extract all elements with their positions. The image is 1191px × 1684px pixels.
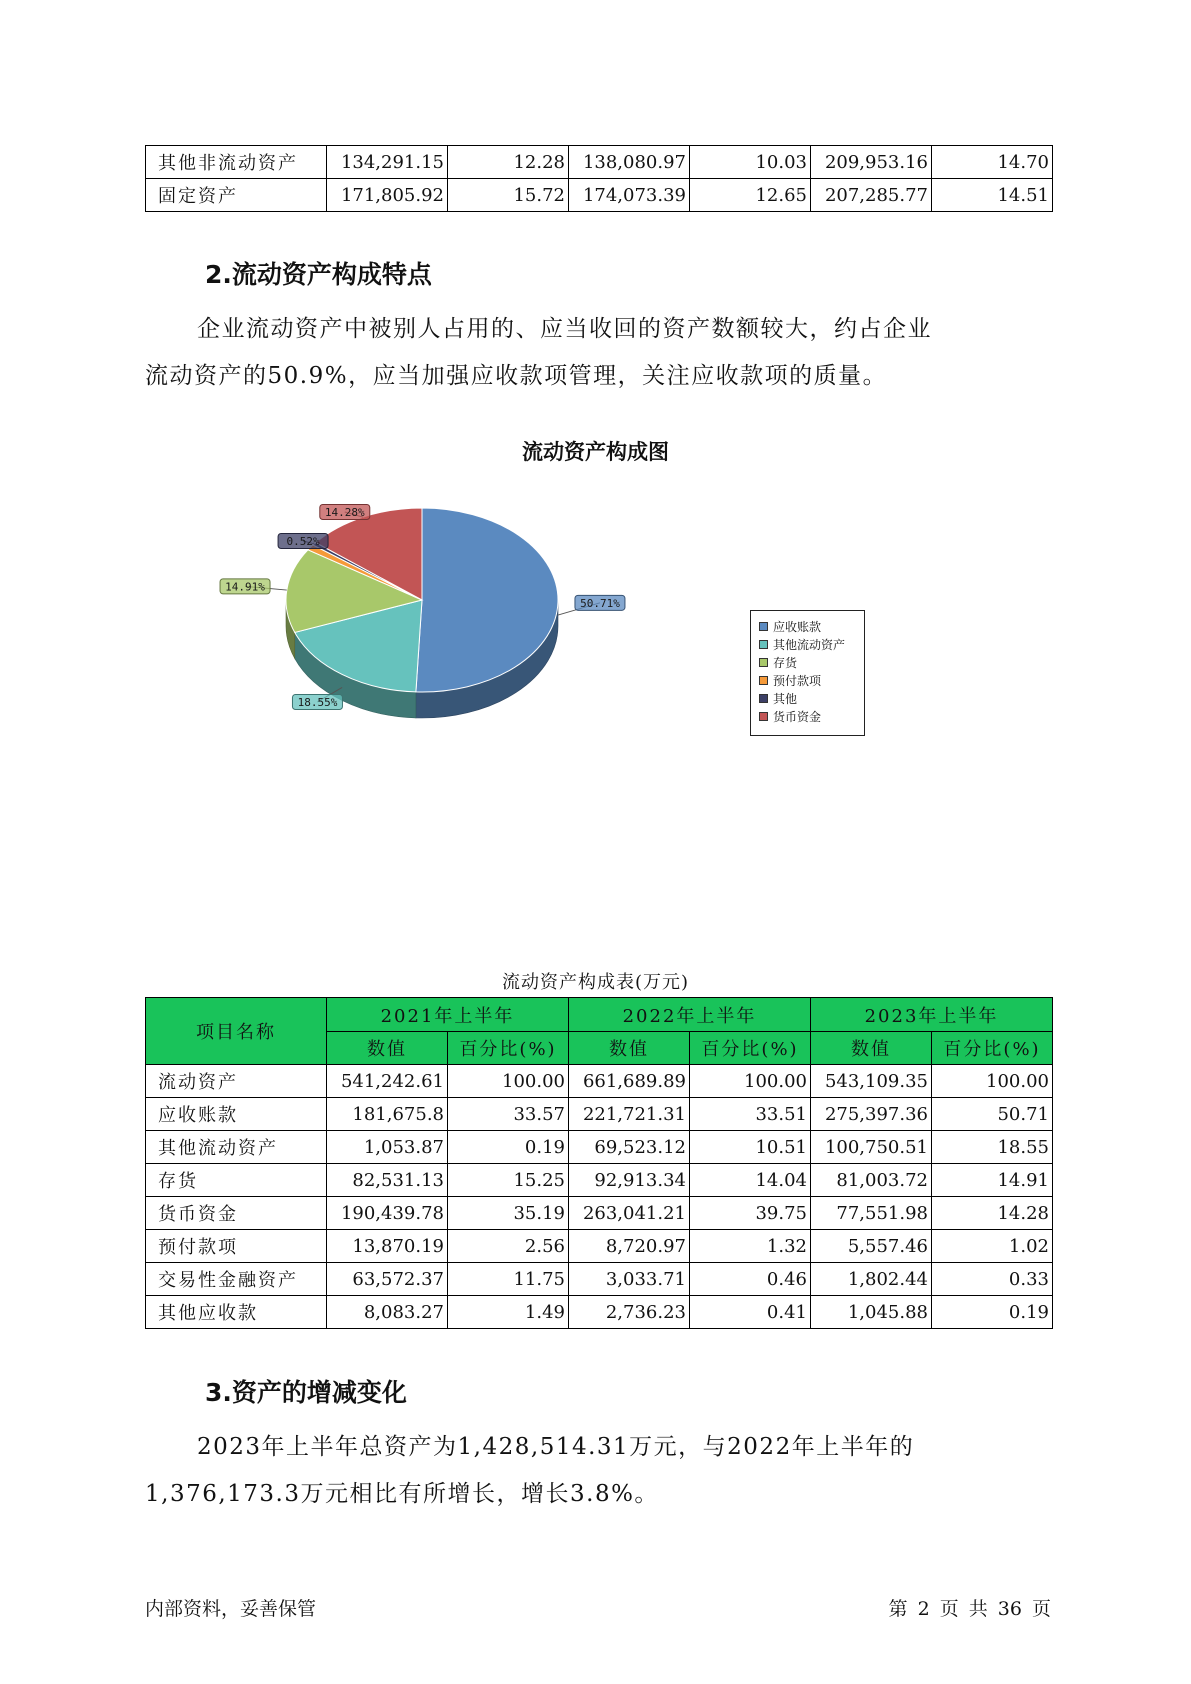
legend-item (759, 689, 864, 707)
value-cell-v2022: 8,720.97 (569, 1230, 690, 1263)
main-table-body (146, 1065, 1053, 1329)
value-cell-v2022: 174,073.39 (569, 179, 690, 212)
legend-label: 其他流动资产 (773, 637, 846, 652)
table-row (146, 1164, 1053, 1197)
value-cell-p2022: 100.00 (690, 1065, 811, 1098)
footer-confidential-note: 内部资料，妥善保管 (145, 1598, 317, 1620)
value-cell-p2023: 18.55 (932, 1131, 1053, 1164)
current-assets-composition-table (145, 997, 1053, 1329)
value-cell-v2023: 1,802.44 (811, 1263, 932, 1296)
header-value-2023: 数值 (811, 1032, 932, 1065)
legend-swatch (759, 622, 768, 631)
table-row (146, 1065, 1053, 1098)
table-row (146, 1098, 1053, 1131)
section-3-line-1-text: 2023年上半年总资产为1,428,514.31万元，与2022年上半年的 (197, 1434, 915, 1460)
row-label-cell: 其他应收款 (146, 1296, 327, 1329)
value-cell-v2023: 5,557.46 (811, 1230, 932, 1263)
pie-data-label: 14.91% (225, 580, 265, 594)
value-cell-p2023: 14.70 (932, 146, 1053, 179)
value-cell-v2021: 541,242.61 (327, 1065, 448, 1098)
value-cell-p2022: 10.03 (690, 146, 811, 179)
header-year-2022: 2022年上半年 (569, 998, 811, 1032)
value-cell-v2021: 1,053.87 (327, 1131, 448, 1164)
section-3-heading: 3.资产的增减变化 (205, 1378, 407, 1407)
value-cell-v2022: 69,523.12 (569, 1131, 690, 1164)
value-cell-v2021: 8,083.27 (327, 1296, 448, 1329)
value-cell-p2022: 1.32 (690, 1230, 811, 1263)
section-3-line-1 (145, 1424, 1055, 1471)
header-year-2021: 2021年上半年 (327, 998, 569, 1032)
value-cell-p2021: 15.25 (448, 1164, 569, 1197)
table-row (146, 1131, 1053, 1164)
value-cell-p2022: 0.46 (690, 1263, 811, 1296)
header-item-name: 项目名称 (146, 998, 327, 1065)
value-cell-p2021: 33.57 (448, 1098, 569, 1131)
table-row (146, 1263, 1053, 1296)
value-cell-p2021: 100.00 (448, 1065, 569, 1098)
footer-page-number: 第 2 页 共 36 页 (888, 1598, 1051, 1620)
value-cell-p2021: 35.19 (448, 1197, 569, 1230)
value-cell-p2022: 12.65 (690, 179, 811, 212)
table-row (146, 1197, 1053, 1230)
value-cell-v2021: 134,291.15 (327, 146, 448, 179)
legend-swatch (759, 694, 768, 703)
value-cell-p2021: 15.72 (448, 179, 569, 212)
value-cell-p2022: 14.04 (690, 1164, 811, 1197)
row-label-cell: 其他非流动资产 (146, 146, 327, 179)
section-2-line-1 (145, 306, 1055, 353)
value-cell-v2021: 63,572.37 (327, 1263, 448, 1296)
legend-label: 预付款项 (773, 673, 822, 688)
value-cell-v2023: 100,750.51 (811, 1131, 932, 1164)
header-percent-2021: 百分比(%) (448, 1032, 569, 1065)
main-table-caption: 流动资产构成表(万元) (501, 972, 690, 993)
value-cell-v2023: 543,109.35 (811, 1065, 932, 1098)
value-cell-v2022: 221,721.31 (569, 1098, 690, 1131)
value-cell-v2023: 77,551.98 (811, 1197, 932, 1230)
section-3-paragraph (145, 1424, 1055, 1518)
legend-item (759, 653, 864, 671)
value-cell-v2021: 13,870.19 (327, 1230, 448, 1263)
section-2-paragraph (145, 306, 1055, 400)
header-value-2022: 数值 (569, 1032, 690, 1065)
asset-continuation-table-body (146, 146, 1053, 212)
value-cell-p2021: 2.56 (448, 1230, 569, 1263)
value-cell-p2023: 100.00 (932, 1065, 1053, 1098)
value-cell-v2022: 3,033.71 (569, 1263, 690, 1296)
pie-data-label: 18.55% (297, 695, 338, 709)
legend-label: 应收账款 (773, 619, 822, 634)
value-cell-v2021: 190,439.78 (327, 1197, 448, 1230)
legend-swatch (759, 712, 768, 721)
section-3-line-2: 1,376,173.3万元相比有所增长，增长3.8%。 (145, 1481, 659, 1507)
legend-swatch (759, 640, 768, 649)
table-row (146, 1230, 1053, 1263)
value-cell-p2021: 0.19 (448, 1131, 569, 1164)
table-row (146, 146, 1053, 179)
value-cell-v2023: 1,045.88 (811, 1296, 932, 1329)
section-2-heading: 2.流动资产构成特点 (205, 260, 432, 289)
legend-label: 其他 (773, 691, 798, 706)
value-cell-p2022: 33.51 (690, 1098, 811, 1131)
value-cell-p2023: 14.51 (932, 179, 1053, 212)
row-label-cell: 货币资金 (146, 1197, 327, 1230)
value-cell-p2023: 0.19 (932, 1296, 1053, 1329)
value-cell-p2022: 39.75 (690, 1197, 811, 1230)
table-row (146, 179, 1053, 212)
header-value-2021: 数值 (327, 1032, 448, 1065)
row-label-cell: 固定资产 (146, 179, 327, 212)
legend-item (759, 617, 864, 635)
value-cell-p2023: 50.71 (932, 1098, 1053, 1131)
row-label-cell: 交易性金融资产 (146, 1263, 327, 1296)
main-table-header-row-1 (146, 998, 1053, 1032)
value-cell-v2022: 661,689.89 (569, 1065, 690, 1098)
legend-item (759, 635, 864, 653)
header-percent-2022: 百分比(%) (690, 1032, 811, 1065)
value-cell-p2021: 12.28 (448, 146, 569, 179)
row-label-cell: 流动资产 (146, 1065, 327, 1098)
row-label-cell: 应收账款 (146, 1098, 327, 1131)
legend-item (759, 707, 864, 725)
pie-data-label: 50.71% (580, 596, 620, 610)
value-cell-v2022: 2,736.23 (569, 1296, 690, 1329)
value-cell-v2022: 138,080.97 (569, 146, 690, 179)
table-row (146, 1296, 1053, 1329)
legend-swatch (759, 658, 768, 667)
legend-item (759, 671, 864, 689)
value-cell-p2023: 14.91 (932, 1164, 1053, 1197)
pie-chart-title: 流动资产构成图 (522, 440, 669, 464)
value-cell-v2021: 181,675.8 (327, 1098, 448, 1131)
section-2-line-1-text: 企业流动资产中被别人占用的、应当收回的资产数额较大，约占企业 (197, 316, 932, 342)
value-cell-p2023: 1.02 (932, 1230, 1053, 1263)
value-cell-v2022: 263,041.21 (569, 1197, 690, 1230)
section-2-line-2: 流动资产的50.9%，应当加强应收款项管理，关注应收款项的质量。 (145, 363, 888, 389)
value-cell-v2023: 209,953.16 (811, 146, 932, 179)
header-year-2023: 2023年上半年 (811, 998, 1053, 1032)
header-percent-2023: 百分比(%) (932, 1032, 1053, 1065)
row-label-cell: 存货 (146, 1164, 327, 1197)
value-cell-v2023: 207,285.77 (811, 179, 932, 212)
value-cell-p2021: 1.49 (448, 1296, 569, 1329)
value-cell-p2022: 0.41 (690, 1296, 811, 1329)
value-cell-p2022: 10.51 (690, 1131, 811, 1164)
asset-continuation-table (145, 145, 1053, 212)
value-cell-p2023: 0.33 (932, 1263, 1053, 1296)
row-label-cell: 预付款项 (146, 1230, 327, 1263)
value-cell-v2021: 82,531.13 (327, 1164, 448, 1197)
legend-swatch (759, 676, 768, 685)
value-cell-v2023: 275,397.36 (811, 1098, 932, 1131)
legend-label: 货币资金 (773, 709, 822, 724)
pie-data-label: 14.28% (324, 506, 365, 519)
legend-label: 存货 (773, 655, 798, 670)
value-cell-v2021: 171,805.92 (327, 179, 448, 212)
pie-chart-legend (750, 610, 865, 736)
row-label-cell: 其他流动资产 (146, 1131, 327, 1164)
value-cell-v2023: 81,003.72 (811, 1164, 932, 1197)
current-assets-pie-chart (200, 500, 640, 770)
value-cell-p2023: 14.28 (932, 1197, 1053, 1230)
value-cell-p2021: 11.75 (448, 1263, 569, 1296)
value-cell-v2022: 92,913.34 (569, 1164, 690, 1197)
pie-data-label: 0.52% (286, 535, 320, 549)
main-table-header (146, 998, 1053, 1065)
